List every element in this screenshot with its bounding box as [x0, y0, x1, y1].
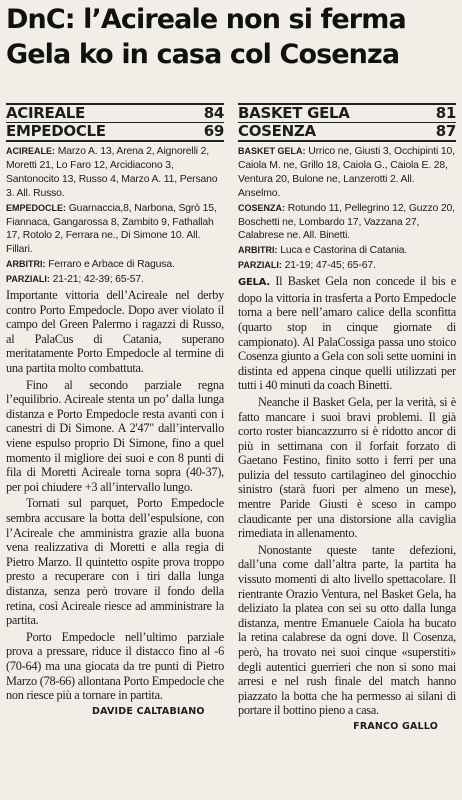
partials — [238, 259, 456, 273]
right-column — [238, 103, 456, 732]
partials-label: PARZIALI: — [238, 260, 282, 271]
headline — [6, 0, 456, 72]
article-paragraph: Porto Empedocle nell’ultimo parziale prova a pressare, riduce il distacco fino al -6 (70-64) ma una giocata da tre punti di Pietro Marzo (78-66) allontana Porto Empedocle che non riesce più a tornare in partita. — [6, 629, 224, 703]
team-score: 84 — [203, 104, 224, 122]
score-row-home — [238, 105, 456, 122]
article-paragraph: Neanche il Basket Gela, per la verità, si è fatto mancare i suoi bravi problemi. Il già corto roster biancazzurro si è ridotto ancor di più in settimana con il forfait forzato di Gaetano Festino, finito sotto i ferri per una pulizia del tessuto cartilagineo del ginocchio sinistro (starà fuori per almeno un mese), mentre Paride Giusti è sceso in campo claudicante per una distorsione alla caviglia rimediata in allenamento. — [238, 394, 456, 541]
roster-label: ACIREALE: — [6, 146, 55, 156]
partials — [6, 273, 224, 287]
referees-label: ARBITRI: — [6, 259, 46, 270]
scoreboard-acireale-empedocle — [6, 103, 224, 142]
score-row-away — [6, 122, 224, 140]
article-columns — [6, 103, 456, 732]
referees-text: Ferraro e Arbace di Ragusa. — [45, 259, 175, 271]
byline: FRANCO GALLO — [353, 720, 438, 732]
headline-line-2: Gela ko in casa col Cosenza — [6, 39, 400, 70]
partials-text: 21-19; 47-45; 65-67. — [281, 260, 376, 272]
referees-text: Luca e Castorina di Catania. — [277, 245, 408, 257]
scoreboard-gela-cosenza — [238, 103, 456, 142]
team-name: EMPEDOCLE — [6, 122, 106, 140]
partials-label: PARZIALI: — [6, 274, 50, 285]
roster-text: Marzo A. 13, Arena 2, Aignorelli 2, Moretti 21, Lo Faro 12, Arcidiacono 3, Santonocito 13, Russo 4, Marzo A. 11, Persano 3. All. Russo. — [6, 146, 218, 199]
article-lead-paragraph — [238, 274, 456, 393]
headline-line-1: DnC: l’Acireale non si ferma — [6, 4, 406, 35]
roster-label: BASKET GELA: — [238, 146, 306, 156]
team-score: 87 — [435, 122, 456, 140]
byline: DAVIDE CALTABIANO — [92, 705, 205, 717]
lead-text: Il Basket Gela non concede il bis e dopo la vittoria in trasferta a Porto Empedocle torna a bere nell’amaro calice della sconfitta (quarto stop in cinque giornate di campionato). Al PalaCossiga passa uno stoico Cosenza giunto a Gela con soli sette uomini in distinta ed appena cinque quelli utilizzati per tutti i 40 minuti da coach Binetti. — [238, 274, 456, 393]
article-paragraph: Nonostante queste tante defezioni, dall’una come dall’altra parte, la partita ha vissuto momenti di alto livello spettacolare. Il rientrante Orazio Ventura, nel Basket Gela, ha deliziato la platea con sei su otto dalla lunga distanza, mentre Emanuele Caiola ha bucato la retina calabrese da ogni dove. Il Cosenza, però, ha trovato nei suoi cinque «superstiti» degli autentici guerrieri che non si sono mai arresi e nel rush finale del match hanno piazzato la botta che ha permesso ai silani di portare il bottino pieno a casa. — [238, 542, 456, 718]
roster-text: Guarnaccia,8, Narbona, Sgrò 15, Fiannaca, Gangarossa 8, Zambito 9, Fathallah 17, Rotolo 2, Ferrara ne., Di Simone 10. All. Fillari. — [6, 202, 217, 256]
referees — [6, 258, 224, 272]
article-paragraph: Importante vittoria dell’Acireale nel derby contro Porto Empedocle. Dopo aver violato il campo del Green Palermo i ragazzi di Russo, al PalaCus di Catania, superano meritatamente Porto Empedocle al termine di una partita molto combattuta. — [6, 288, 224, 376]
score-row-home — [6, 105, 224, 122]
roster-acireale — [6, 145, 224, 201]
roster-gela — [238, 145, 456, 201]
left-column — [6, 103, 224, 732]
roster-label: EMPEDOCLE: — [6, 202, 67, 213]
article-paragraph: Fino al secondo parziale regna l’equilibrio. Acireale stenta un po’ dalla lunga distanza e Porto Empedocle resta avanti con i canestri di Di Simone. A 2'47" dall’intervallo viene espulso proprio Di Simone, fino a quel momento il migliore dei suoi e con 8 punti di fila di Moretti Acireale torna sopra (40-37), per poi chiudere +3 all’intervallo lungo. — [6, 377, 224, 494]
roster-cosenza — [238, 202, 456, 244]
team-score: 81 — [435, 104, 456, 122]
referees — [238, 244, 456, 258]
score-row-away — [238, 122, 456, 140]
team-name: COSENZA — [238, 122, 316, 140]
roster-text: Urrico ne, Giusti 3, Occhipinti 10, Caiola M. ne, Grillo 18, Caiola G., Caiola E. 28, Ventura 20, Bulone ne, Lanzerotti 2. All. Anselmo. — [238, 146, 455, 199]
article-paragraph: Tornati sul parquet, Porto Empedocle sembra accusare la botta dell’espulsione, con l’Acireale che amministra grazie alla buona vena realizzativa di Moretti e alla regia di Pietro Marzo. Il quintetto ospite prova troppo presto a recuperare con i tiri dalla lunga distanza, senza però trovare il fondo della retina, così Acireale riesce ad amministrare la partita. — [6, 496, 224, 628]
roster-label: COSENZA: — [238, 202, 285, 213]
partials-text: 21-21; 42-39; 65-57. — [49, 274, 144, 286]
team-name: ACIREALE — [6, 104, 86, 122]
referees-label: ARBITRI: — [238, 245, 278, 256]
team-name: BASKET GELA — [238, 104, 350, 122]
team-score: 69 — [203, 122, 224, 140]
roster-text: Rotundo 11, Pellegrino 12, Guzzo 20, Boschetti ne, Lombardo 17, Vazzana 27, Calabrese ne. All. Binetti. — [238, 202, 455, 242]
roster-empedocle — [6, 202, 224, 258]
dateline: GELA. — [238, 277, 270, 289]
